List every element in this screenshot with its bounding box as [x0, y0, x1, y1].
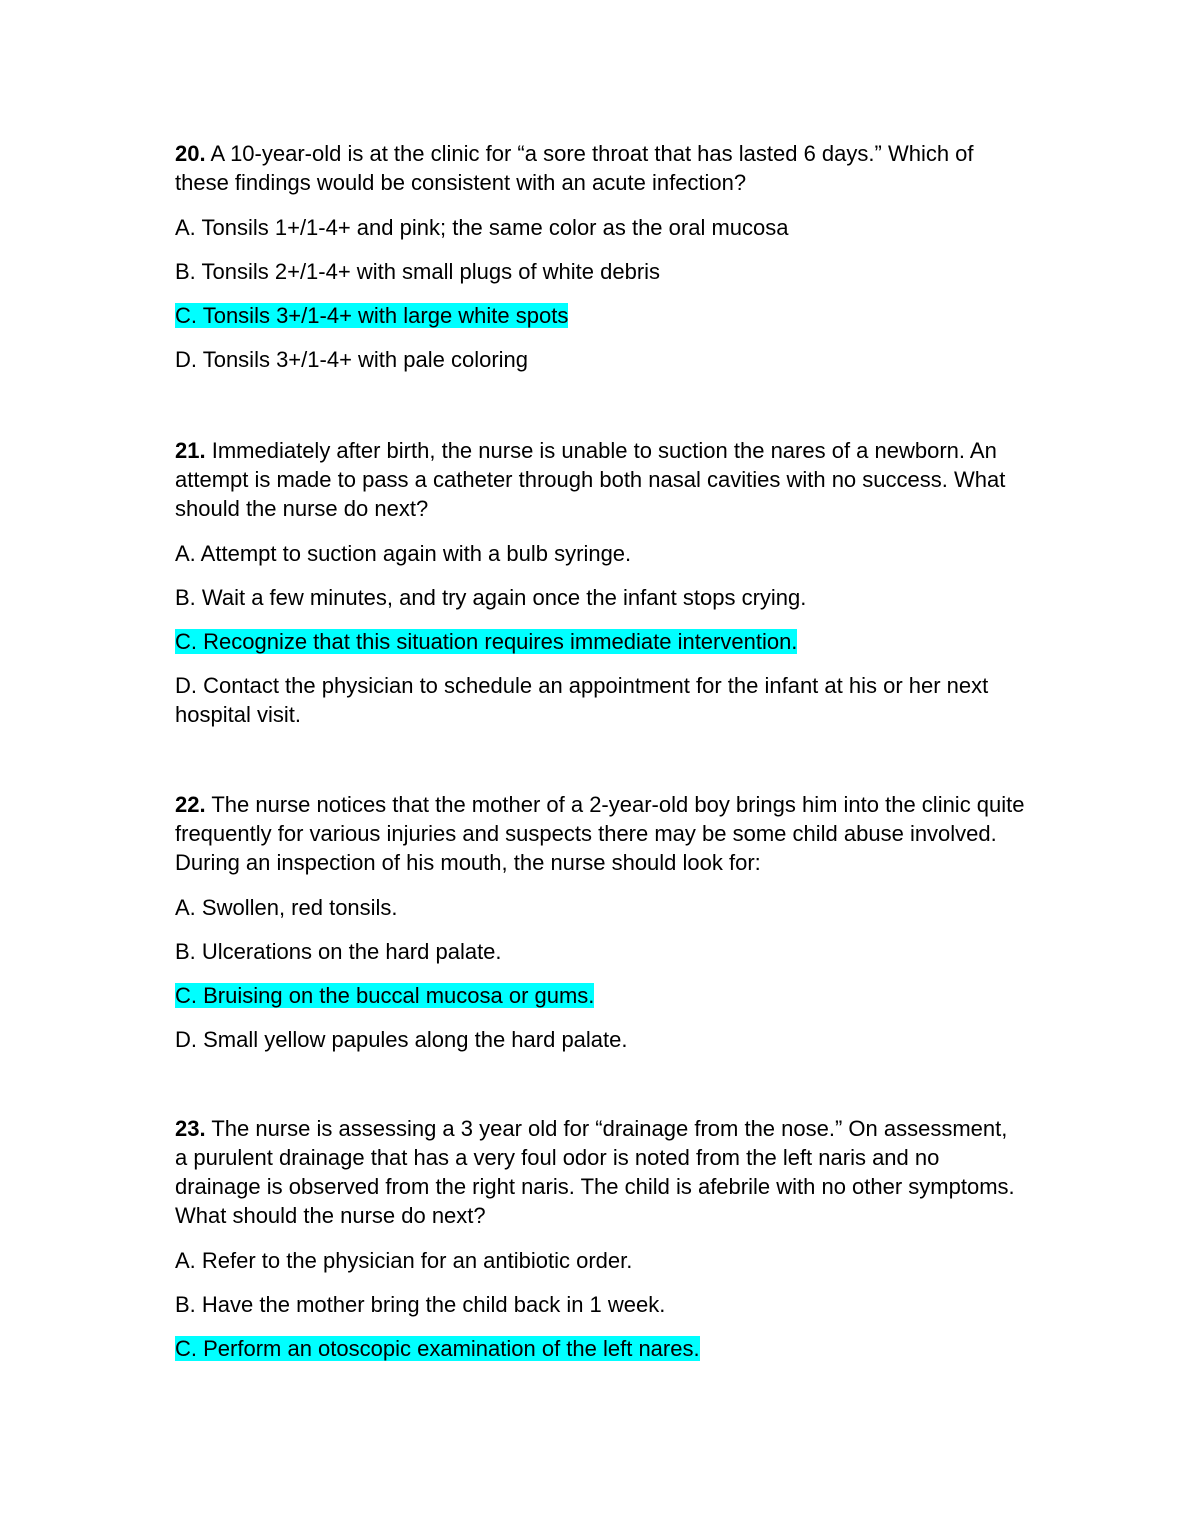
answer-option-c-correct: [175, 1334, 1025, 1363]
answer-text: B. Tonsils 2+/1-4+ with small plugs of white debris: [175, 259, 661, 284]
question-text: The nurse is assessing a 3 year old for “drainage from the nose.” On assessment, a purulent drainage that has a very foul odor is noted from the left naris and no drainage is observed from the right naris. The child is afebrile with no other symptoms. What should the nurse do next?: [175, 1116, 1015, 1228]
question-text: Immediately after birth, the nurse is unable to suction the nares of a newborn. An attempt is made to pass a catheter through both nasal cavities with no success. What should the nurse do next?: [175, 438, 1006, 521]
answer-text: D. Small yellow papules along the hard palate.: [175, 1027, 628, 1052]
question-23: [175, 1114, 1025, 1378]
answer-text: D. Tonsils 3+/1-4+ with pale coloring: [175, 347, 529, 372]
question-number: 22.: [175, 792, 206, 817]
answer-option-a: [175, 213, 1025, 242]
question-21: [175, 436, 1025, 744]
answer-option-b: [175, 1290, 1025, 1319]
question-text: A 10-year-old is at the clinic for “a sore throat that has lasted 6 days.” Which of these findings would be consistent with an acute infection?: [175, 141, 974, 195]
answer-option-c-correct: [175, 627, 1025, 656]
answer-text: D. Contact the physician to schedule an appointment for the infant at his or her next hospital visit.: [175, 673, 989, 727]
question-22: [175, 790, 1025, 1069]
question-20: [175, 139, 1025, 389]
question-number: 23.: [175, 1116, 206, 1141]
answer-text: B. Ulcerations on the hard palate.: [175, 939, 502, 964]
answer-option-a: [175, 893, 1025, 922]
highlighted-answer-text: C. Recognize that this situation requires immediate intervention.: [175, 629, 798, 654]
answer-text: B. Wait a few minutes, and try again once the infant stops crying.: [175, 585, 807, 610]
answer-option-b: [175, 583, 1025, 612]
question-stem: [175, 436, 1025, 523]
question-text: The nurse notices that the mother of a 2-year-old boy brings him into the clinic quite frequently for various injuries and suspects there may be some child abuse involved. During an inspection of his mouth, the nurse should look for:: [175, 792, 1025, 875]
highlighted-answer-text: C. Tonsils 3+/1-4+ with large white spots: [175, 303, 569, 328]
answer-option-d: [175, 345, 1025, 374]
answer-text: A. Refer to the physician for an antibiotic order.: [175, 1248, 633, 1273]
answer-text: B. Have the mother bring the child back in 1 week.: [175, 1292, 666, 1317]
answer-option-b: [175, 257, 1025, 286]
answer-option-a: [175, 539, 1025, 568]
answer-text: A. Tonsils 1+/1-4+ and pink; the same color as the oral mucosa: [175, 215, 789, 240]
answer-option-b: [175, 937, 1025, 966]
answer-option-a: [175, 1246, 1025, 1275]
highlighted-answer-text: C. Perform an otoscopic examination of the left nares.: [175, 1336, 700, 1361]
question-number: 20.: [175, 141, 206, 166]
answer-option-c-correct: [175, 301, 1025, 330]
question-stem: [175, 139, 1025, 197]
answer-option-c-correct: [175, 981, 1025, 1010]
question-number: 21.: [175, 438, 206, 463]
question-stem: [175, 1114, 1025, 1230]
answer-option-d: [175, 1025, 1025, 1054]
answer-text: A. Attempt to suction again with a bulb syringe.: [175, 541, 632, 566]
answer-option-d: [175, 671, 1025, 729]
question-stem: [175, 790, 1025, 877]
answer-text: A. Swollen, red tonsils.: [175, 895, 398, 920]
highlighted-answer-text: C. Bruising on the buccal mucosa or gums.: [175, 983, 595, 1008]
